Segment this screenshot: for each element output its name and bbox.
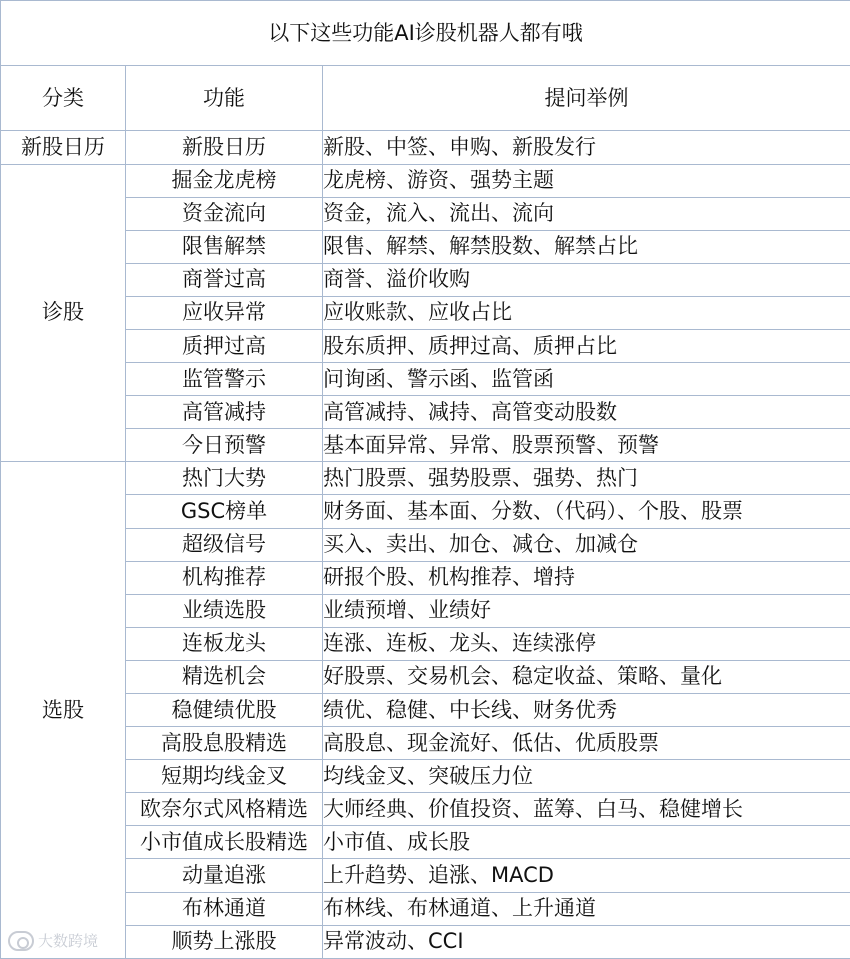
function-cell: 连板龙头 <box>126 627 323 660</box>
table-title: 以下这些功能AI诊股机器人都有哦 <box>1 1 850 66</box>
watermark-logo-icon <box>8 931 34 951</box>
table-row <box>1 594 850 627</box>
function-cell: 短期均线金叉 <box>126 760 323 793</box>
watermark-text: 大数跨境 <box>38 932 99 950</box>
function-cell: 欧奈尔式风格精选 <box>126 793 323 826</box>
function-cell: 动量追涨 <box>126 859 323 892</box>
example-cell: 热门股票、强势股票、强势、热门 <box>323 462 850 495</box>
function-cell: 高管减持 <box>126 396 323 429</box>
table-row <box>1 694 850 727</box>
function-cell: GSC榜单 <box>126 495 323 528</box>
example-cell: 资金，流入、流出、流向 <box>323 197 850 230</box>
table-row <box>1 429 850 462</box>
category-cell: 选股 <box>1 462 126 959</box>
function-cell: 顺势上涨股 <box>126 925 323 958</box>
function-cell: 机构推荐 <box>126 561 323 594</box>
example-cell: 好股票、交易机会、稳定收益、策略、量化 <box>323 660 850 693</box>
function-cell: 稳健绩优股 <box>126 694 323 727</box>
example-cell: 股东质押、质押过高、质押占比 <box>323 329 850 362</box>
function-cell: 资金流向 <box>126 197 323 230</box>
table-row <box>1 859 850 892</box>
function-cell: 限售解禁 <box>126 230 323 263</box>
table-row <box>1 296 850 329</box>
function-cell: 应收异常 <box>126 296 323 329</box>
function-cell: 精选机会 <box>126 660 323 693</box>
table-row <box>1 164 850 197</box>
function-cell: 超级信号 <box>126 528 323 561</box>
table-row <box>1 197 850 230</box>
table-row <box>1 760 850 793</box>
example-cell: 财务面、基本面、分数、（代码）、个股、股票 <box>323 495 850 528</box>
table-row <box>1 925 850 958</box>
function-cell: 新股日历 <box>126 131 323 164</box>
function-cell: 质押过高 <box>126 329 323 362</box>
example-cell: 应收账款、应收占比 <box>323 296 850 329</box>
example-cell: 研报个股、机构推荐、增持 <box>323 561 850 594</box>
function-cell: 高股息股精选 <box>126 727 323 760</box>
function-cell: 商誉过高 <box>126 263 323 296</box>
example-cell: 新股、中签、申购、新股发行 <box>323 131 850 164</box>
table-row <box>1 727 850 760</box>
example-cell: 小市值、成长股 <box>323 826 850 859</box>
example-cell: 均线金叉、突破压力位 <box>323 760 850 793</box>
table-row <box>1 363 850 396</box>
example-cell: 高股息、现金流好、低估、优质股票 <box>323 727 850 760</box>
example-cell: 基本面异常、异常、股票预警、预警 <box>323 429 850 462</box>
table-row <box>1 495 850 528</box>
category-cell: 新股日历 <box>1 131 126 164</box>
table-row <box>1 263 850 296</box>
header-function: 功能 <box>126 66 323 131</box>
example-cell: 大师经典、价值投资、蓝筹、白马、稳健增长 <box>323 793 850 826</box>
table-row <box>1 660 850 693</box>
function-cell: 布林通道 <box>126 892 323 925</box>
table-row <box>1 826 850 859</box>
example-cell: 连涨、连板、龙头、连续涨停 <box>323 627 850 660</box>
function-cell: 掘金龙虎榜 <box>126 164 323 197</box>
example-cell: 龙虎榜、游资、强势主题 <box>323 164 850 197</box>
header-category: 分类 <box>1 66 126 131</box>
table-row <box>1 793 850 826</box>
example-cell: 上升趋势、追涨、MACD <box>323 859 850 892</box>
table-row <box>1 131 850 164</box>
example-cell: 商誉、溢价收购 <box>323 263 850 296</box>
category-cell: 诊股 <box>1 164 126 462</box>
table-row <box>1 528 850 561</box>
example-cell: 限售、解禁、解禁股数、解禁占比 <box>323 230 850 263</box>
table-row <box>1 627 850 660</box>
example-cell: 异常波动、CCI <box>323 925 850 958</box>
table-row <box>1 329 850 362</box>
example-cell: 业绩预增、业绩好 <box>323 594 850 627</box>
function-cell: 业绩选股 <box>126 594 323 627</box>
example-cell: 布林线、布林通道、上升通道 <box>323 892 850 925</box>
function-cell: 今日预警 <box>126 429 323 462</box>
table-row <box>1 230 850 263</box>
example-cell: 问询函、警示函、监管函 <box>323 363 850 396</box>
example-cell: 绩优、稳健、中长线、财务优秀 <box>323 694 850 727</box>
function-cell: 监管警示 <box>126 363 323 396</box>
table-row <box>1 892 850 925</box>
example-cell: 买入、卖出、加仓、减仓、加减仓 <box>323 528 850 561</box>
table-row <box>1 396 850 429</box>
function-cell: 小市值成长股精选 <box>126 826 323 859</box>
header-example: 提问举例 <box>323 66 850 131</box>
watermark <box>8 930 98 951</box>
example-cell: 高管减持、减持、高管变动股数 <box>323 396 850 429</box>
table-row <box>1 462 850 495</box>
title-row <box>1 1 850 66</box>
table-row <box>1 561 850 594</box>
header-row <box>1 66 850 131</box>
function-cell: 热门大势 <box>126 462 323 495</box>
